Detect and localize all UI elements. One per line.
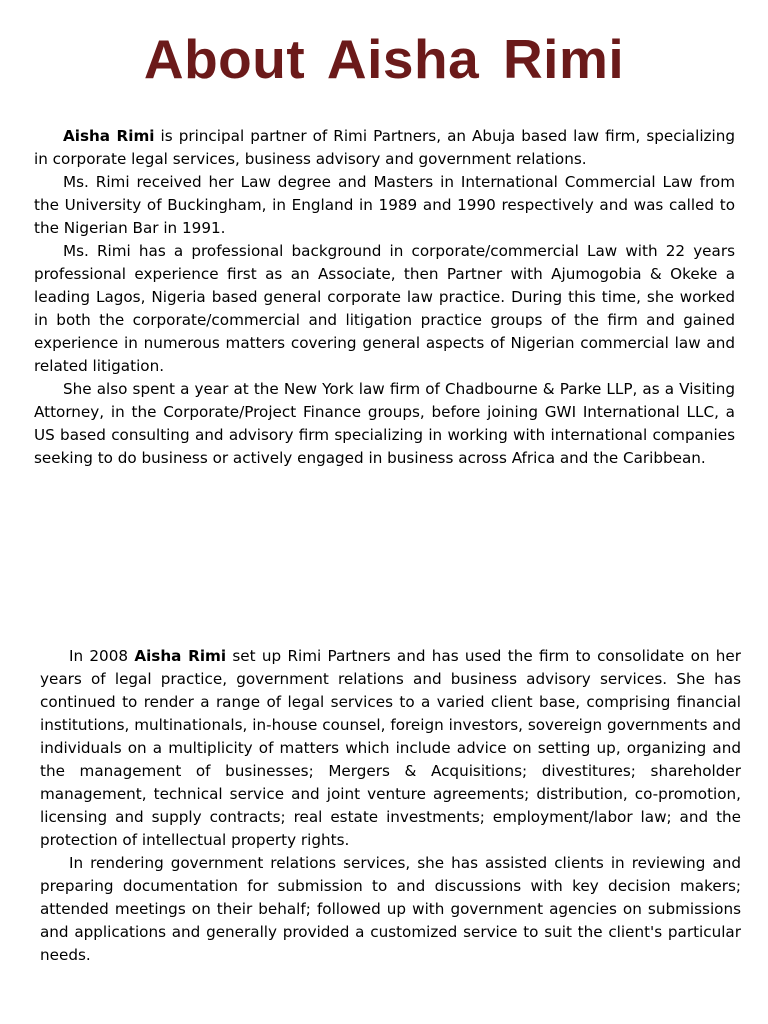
name-highlight: Aisha Rimi: [134, 647, 227, 665]
paragraph-education: Ms. Rimi received her Law degree and Masters in International Commercial Law from the University of Buckingham, in England in 1989 and 1990 respectively and was called to the Nigerian Bar in 1991.: [34, 173, 735, 237]
biography-section-1: [34, 125, 735, 470]
paragraph-background: Ms. Rimi has a professional background in corporate/commercial Law with 22 years professional experience first as an Associate, then Partner with Ajumogobia & Okeke a leading Lagos, Nigeria based general corporate law practice. During this time, she worked in both the corporate/commercial and litigation practice groups of the firm and gained experience in numerous matters covering general aspects of Nigerian commercial law and related litigation.: [34, 242, 735, 375]
paragraph-intro-text: is principal partner of Rimi Partners, an Abuja based law firm, specializing in corporate legal services, business advisory and government relations.: [34, 127, 736, 168]
name-highlight: Aisha Rimi: [63, 127, 155, 145]
paragraph-new-york: She also spent a year at the New York law firm of Chadbourne & Parke LLP, as a Visiting Attorney, in the Corporate/Project Finance groups, before joining GWI International LLC, a US based consulting and advisory firm specializing in working with international companies seeking to do business or actively engaged in business across Africa and the Caribbean.: [34, 380, 735, 467]
paragraph-rimi-partners: [40, 645, 741, 852]
page-title: About Aisha Rimi: [143, 28, 625, 90]
biography-section-2: [40, 645, 741, 967]
paragraph-government-relations: In rendering government relations services, she has assisted clients in reviewing and preparing documentation for submission to and discussions with key decision makers; attended meetings on their behalf; followed up with government agencies on submissions and applications and generally provided a customized service to suit the client's particular needs.: [40, 854, 741, 964]
paragraph-rimi-partners-text: set up Rimi Partners and has used the firm to consolidate on her years of legal practice, government relations and business advisory services. She has continued to render a range of legal services to a varied client base, comprising financial institutions, multinationals, in-house counsel, foreign investors, sovereign governments and individuals on a multiplicity of matters which include advice on setting up, organizing and the management of businesses; Mergers & Acquisitions; divestitures; shareholder management, technical service and joint venture agreements; distribution, co-promotion, licensing and supply contracts; real estate investments; employment/labor law; and the protection of intellectual property rights.: [40, 647, 741, 849]
paragraph-intro: [34, 125, 735, 171]
paragraph-year-prefix: In 2008: [69, 647, 135, 665]
